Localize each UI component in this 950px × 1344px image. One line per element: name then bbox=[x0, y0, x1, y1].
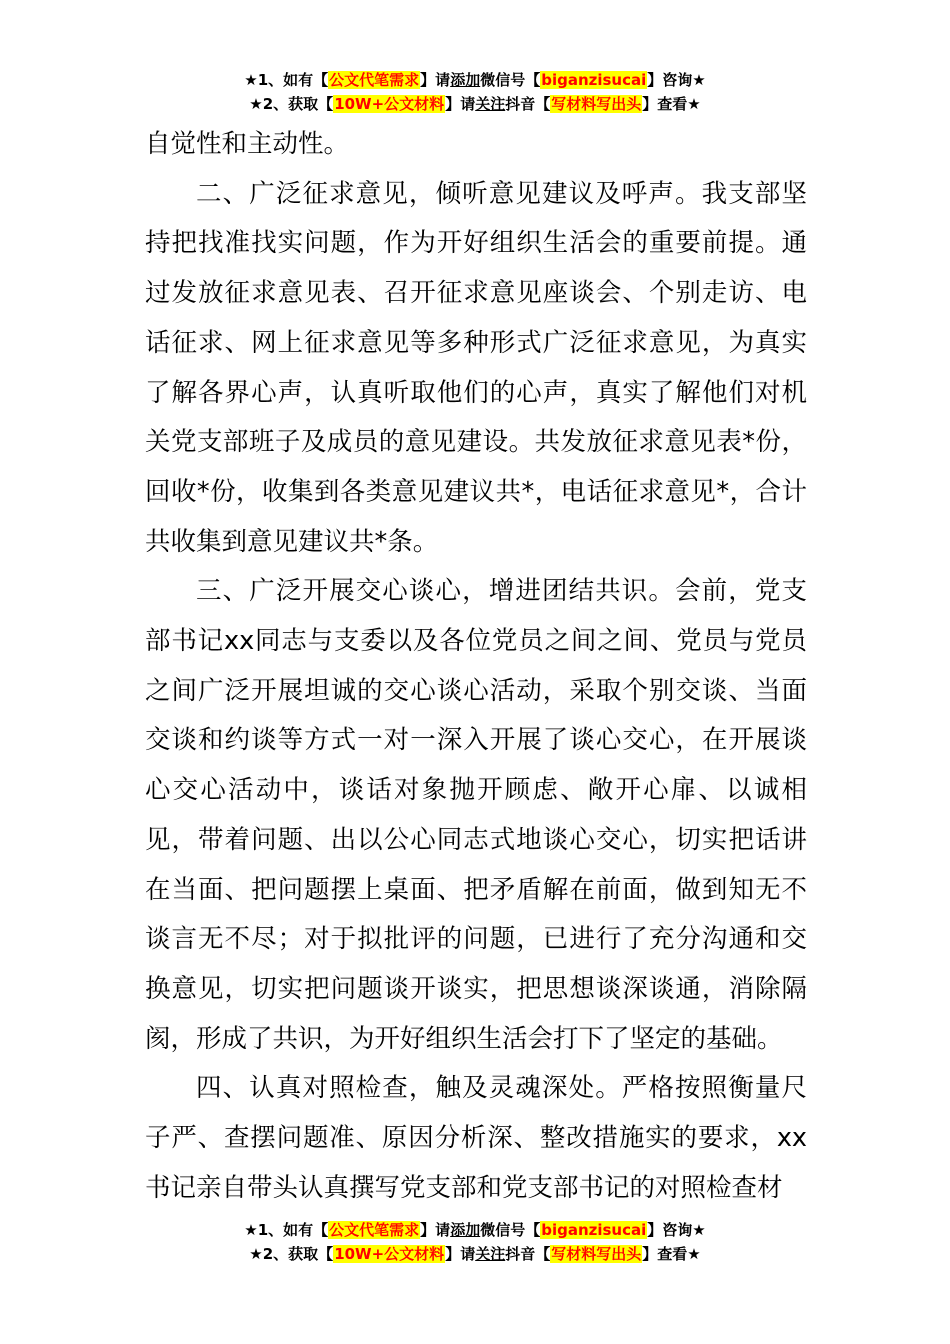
highlight-douyin-account: 写材料写出头 bbox=[551, 95, 642, 113]
paragraph-section-2: 二、广泛征求意见，倾听意见建议及呼声。我支部坚持把找准找实问题，作为开好组织生活会的重要前提。通过发放征求意见表、召开征求意见座谈会、个别走访、电话征求、网上征求意见等多种形式广泛征求意见，为真实了解各界心声，认真听取他们的心声，真实了解他们对机关党支部班子及成员的意见建设。共发放征求意见表*份，回收*份，收集到各类意见建议共*，电话征求意见*，合计共收集到意见建议共*条。 bbox=[145, 178, 807, 557]
highlight-wechat-id: biganzisucai bbox=[541, 1221, 647, 1239]
highlight-wechat-id: biganzisucai bbox=[541, 71, 647, 89]
banner-line-1: ★1、如有【公文代笔需求】请添加微信号【biganzisucai】咨询★ bbox=[244, 71, 706, 89]
bottom-banner bbox=[0, 1218, 950, 1266]
banner-line-2: ★2、获取【10W+公文材料】请关注抖音【写材料写出头】查看★ bbox=[249, 95, 701, 113]
paragraph-section-3: 三、广泛开展交心谈心，增进团结共识。会前，党支部书记xx同志与支委以及各位党员之间之间、党员与党员之间广泛开展坦诚的交心谈心活动，采取个别交谈、当面交谈和约谈等方式一对一深入开展了谈心交心，在开展谈心交心活动中，谈话对象抛开顾虑、敞开心扉、以诚相见，带着问题、出以公心同志式地谈心交心，切实把话讲在当面、把问题摆上桌面、把矛盾解在前面，做到知无不谈言无不尽；对于拟批评的问题，已进行了充分沟通和交换意见，切实把问题谈开谈实，把思想谈深谈通，消除隔阂，形成了共识，为开好组织生活会打下了坚定的基础。 bbox=[145, 576, 807, 1054]
highlight-service: 公文代笔需求 bbox=[329, 71, 420, 89]
highlight-douyin-account: 写材料写出头 bbox=[551, 1245, 642, 1263]
highlight-materials: 10W+公文材料 bbox=[334, 95, 445, 113]
document-body bbox=[145, 120, 807, 1213]
banner-line-2: ★2、获取【10W+公文材料】请关注抖音【写材料写出头】查看★ bbox=[249, 1245, 701, 1263]
highlight-materials: 10W+公文材料 bbox=[334, 1245, 445, 1263]
banner-line-1: ★1、如有【公文代笔需求】请添加微信号【biganzisucai】咨询★ bbox=[244, 1221, 706, 1239]
paragraph-section-4: 四、认真对照检查，触及灵魂深处。严格按照衡量尺子严、查摆问题准、原因分析深、整改措施实的要求，xx书记亲自带头认真撰写党支部和党支部书记的对照检查材 bbox=[145, 1073, 807, 1203]
paragraph-continuation: 自觉性和主动性。 bbox=[145, 129, 350, 159]
top-banner bbox=[0, 68, 950, 116]
highlight-service: 公文代笔需求 bbox=[329, 1221, 420, 1239]
